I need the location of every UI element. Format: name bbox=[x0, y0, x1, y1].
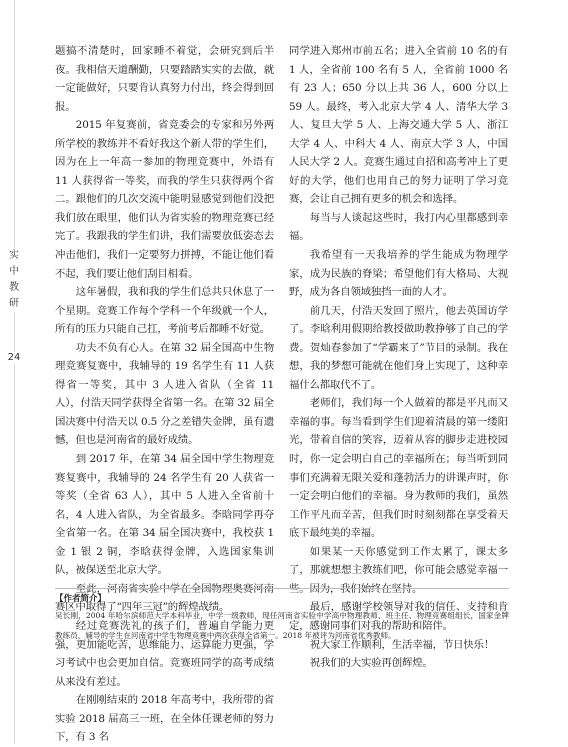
paragraph: 同学进入郑州市前五名；进入全省前 10 名的有 1 人，全省前 100 名有 5 人，全省前 1000 名有 23 人；650 分以上共 36 人，600 分以上 59 人。最终，考入北京大学 4 人、清华大学 3 人、复旦大学 5 人、上海交通大学 5 人、浙江大学 4 人、中科大 4 人、南京大学 3 人，中国人民大学 2 人。竞赛生通过自招和高考冲上了更好的大学，他们也用自己的努力证明了学习竞赛，会让自己拥有更多的机会和选择。 bbox=[289, 45, 508, 206]
paragraph: 老师们，我们每一个人做着的都是平凡而又幸福的事。每当看到学生们迎着清晨的第一缕阳光，带着自信的笑容，迈着从容的脚步走进校园时，你一定会明白自己的幸福所在；每当听到同事们充满着无限关爱和蓬勃活力的讲课声时，你一定会明白他们的幸福。身为教师的我们，虽然工作平凡而辛苦，但我们时时刻刻都在享受着天底下最纯美的幸福。 bbox=[289, 397, 508, 540]
paragraph: 2015 年复赛前，省竞委会的专家和另外两所学校的教练并不看好我这个新人带的学生们，因为在上一年高一参加的物理竞赛中，外语有 11 人获得省一等奖，而我的学生只获得两个省二。跟他们的几次交流中能明显感觉到他们没把我们放在眼里，他们认为省实验的物理竞赛已经完了。我跟我的学生们讲，我们需要放低姿态去冲击他们，我们一定要努力拼搏，不能让他们看不起，我们要让他们刮目相看。 bbox=[55, 119, 274, 280]
paragraph: 经过竞赛洗礼的孩子们，普遍自学能力更强，更加能吃苦，思维能力、运算能力更强，学习考试中也会更加自信。竞赛班同学的高考成绩从来没有差过。 bbox=[55, 619, 274, 688]
bio-divider bbox=[55, 588, 509, 589]
paragraph: 题搞不清楚时，回家睡不着觉，会研究到后半夜。我相信天道酬勤，只要踏踏实实的去做，就一定能做好，只要肯认真努力付出，终会得到回报。 bbox=[55, 45, 274, 113]
paragraph: 祝大家工作顺利，生活幸福，节日快乐！ bbox=[309, 638, 495, 651]
page-number: 24 bbox=[7, 352, 21, 363]
paragraph: 我希望有一天我培养的学生能成为物理学家，成为民族的脊梁；希望他们有大格局、大视野，成为各自领域独挡一面的人才。 bbox=[289, 249, 508, 299]
author-bio bbox=[55, 588, 509, 645]
paragraph: 最后，感谢学校领导对我的信任、支持和肯定，感谢同事们对我的帮助和陪伴。 bbox=[289, 601, 508, 632]
paragraph: 这年暑假，我和我的学生们总共只休息了一个星期。竞赛工作每个学科一个年级就一个人，所有的压力只能自己扛，考前考后都睡不好觉。 bbox=[55, 286, 274, 336]
paragraph: 前几天，付浩天发回了照片，他去英国访学了。李晗利用假期给教授做助教挣够了自己的学费。贺灿春参加了“学霸来了”节目的录制。我在想，我的梦想可能就在他们身上实现了，这种幸福什么都取代不了。 bbox=[289, 304, 508, 391]
paragraph: 祝我们的大实验再创辉煌。 bbox=[309, 657, 433, 670]
margin-rule bbox=[14, 0, 15, 744]
paragraph: 赛区中取得了“四年三冠”的辉煌战绩。 bbox=[55, 601, 230, 614]
bio-title: 【作者简介】 bbox=[55, 594, 107, 604]
right-column bbox=[289, 42, 508, 673]
paragraph: 到 2017 年，在第 34 届全国中学生物理竞赛复赛中，我辅导的 24 名学生有 20 人获省一等奖（全省 63 人），其中 5 人进入全省前十名，4 人进入省队，为全省最多。李晗同学再夺全省第一名。在第 34 届全国决赛中，我校获 1 金 1 银 2 铜，李晗获得金牌，入选国家集训队，被保送至北京大学。 bbox=[55, 453, 274, 577]
paragraph: 功夫不负有心人。在第 32 届全国高中生物理竞赛复赛中，我辅导的 19 名学生有 11 人获得省一等奖，其中 3 人进入省队（全省 11 人），付浩天同学获得全省第一名。在第 32 届全国决赛中付浩天以 0.5 分之差错失金牌，虽有遗憾，但也是河南省的最好成绩。 bbox=[55, 341, 274, 447]
paragraph: 在刚刚结束的 2018 年高考中，我所带的省实验 2018 届高三一班，在全体任课老师的努力下，有 3 名 bbox=[55, 694, 274, 744]
page-margin bbox=[0, 0, 40, 744]
section-title: 实中教研 bbox=[6, 248, 22, 312]
paragraph: 每当与人谈起这些时，我打内心里都感到幸福。 bbox=[289, 211, 508, 243]
paragraph: 如果某一天你感觉到工作太累了，课太多了，那就想想主教练们吧，你可能会感觉幸福一 bbox=[289, 545, 508, 577]
bio-text: 吴长刚，2004 年哈尔滨师范大学本科毕业，中学一级教师，现任河南省实验中学高中物理教师、班主任、物理竞赛组组长，国家金牌教练员，辅导的学生在河南省中学生物理竞赛中两次获得全省第一。2018 年被评为河南省优秀教师。 bbox=[55, 611, 509, 640]
